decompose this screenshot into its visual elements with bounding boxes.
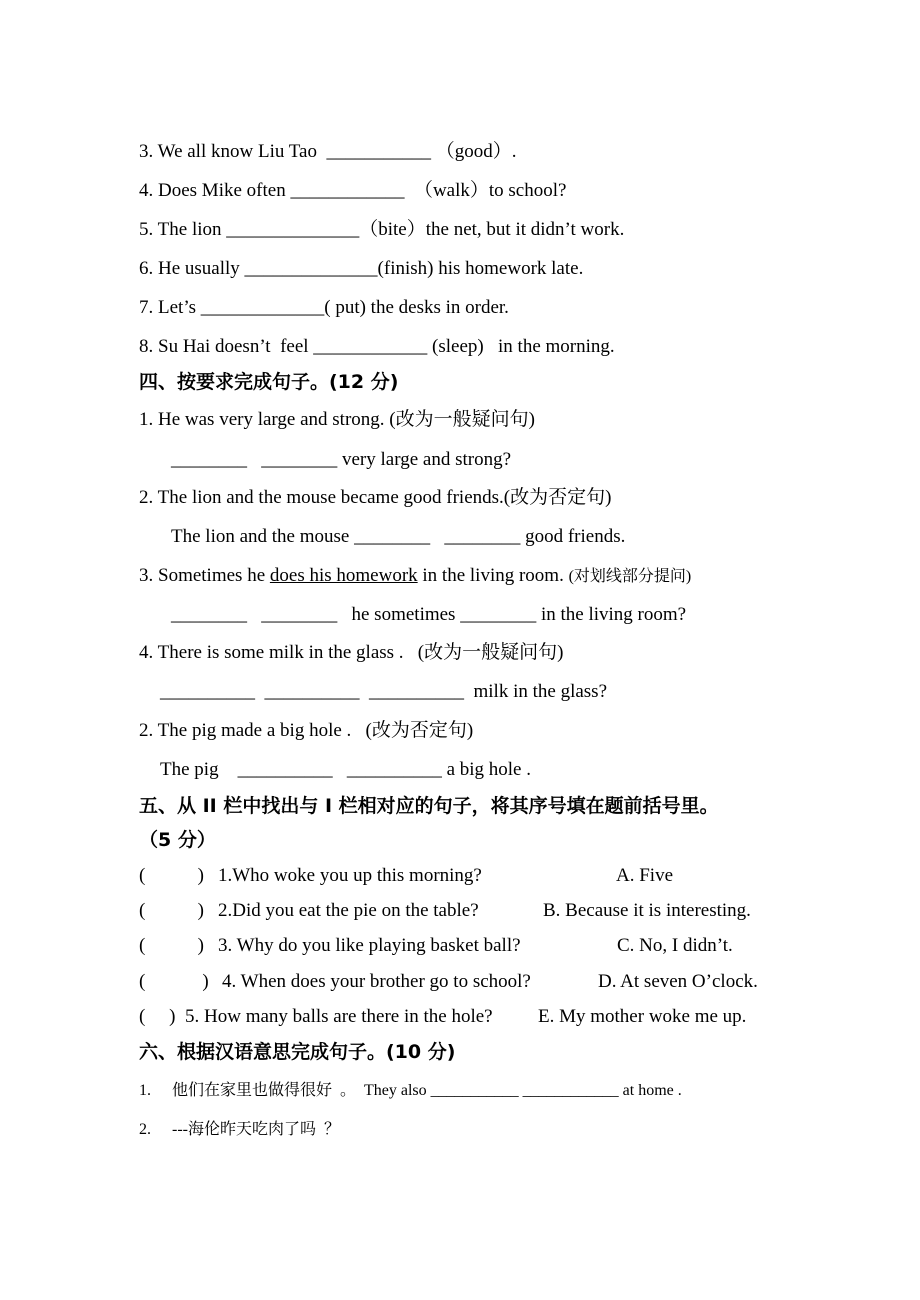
part6-item-text: ---海伦昨天吃肉了吗 ？ — [172, 1121, 340, 1138]
exercise-item-4: 4. Does Mike often ____________ （walk）to school? — [139, 180, 567, 201]
match-bracket: ( ) — [139, 900, 204, 921]
match-bracket: ( ) — [139, 1006, 176, 1027]
section-heading-5-points: （5 分） — [139, 829, 216, 851]
exercise-item-7: 7. Let’s _____________( put) the desks in order. — [139, 297, 509, 318]
match-question: 1.Who woke you up this morning? — [218, 865, 482, 886]
match-question: 5. How many balls are there in the hole? — [185, 1006, 493, 1027]
match-bracket: ( ) — [139, 935, 204, 956]
match-question: 2.Did you eat the pie on the table? — [218, 900, 479, 921]
part4-answer-4: __________ __________ __________ milk in the glass? — [160, 681, 608, 702]
part4-question-5: 2. The pig made a big hole . (改为否定句) — [139, 720, 474, 741]
section-heading-5: 五、从 II 栏中找出与 I 栏相对应的句子，将其序号填在题前括号里。 — [139, 795, 719, 817]
section-heading-4: 四、按要求完成句子。(12 分) — [139, 371, 399, 393]
exercise-item-8: 8. Su Hai doesn’t feel ____________ (sleep) in the morning. — [139, 336, 615, 357]
match-answer: B. Because it is interesting. — [543, 900, 751, 921]
exercise-item-5: 5. The lion ______________（bite）the net, but it didn’t work. — [139, 219, 625, 240]
match-question: 3. Why do you like playing basket ball? — [218, 935, 521, 956]
match-answer: A. Five — [616, 865, 673, 886]
exercise-item-6: 6. He usually ______________(finish) his homework late. — [139, 258, 584, 279]
match-bracket: ( ) — [139, 865, 204, 886]
part4-question-3 — [139, 564, 691, 589]
exercise-item-3: 3. We all know Liu Tao ___________ （good）. — [139, 141, 517, 162]
underlined-phrase: does his homework — [269, 565, 418, 586]
section-heading-6: 六、根据汉语意思完成句子。(10 分) — [139, 1041, 456, 1063]
part6-item-number: 2. — [139, 1121, 151, 1138]
match-bracket: ( ) — [139, 971, 209, 992]
q3-instruction: (对划线部分提问) — [568, 568, 692, 585]
part4-answer-5: The pig __________ __________ a big hole . — [160, 759, 531, 780]
part4-question-4: 4. There is some milk in the glass . (改为一般疑问句) — [139, 642, 564, 663]
part4-answer-2: The lion and the mouse ________ ________ good friends. — [171, 526, 626, 547]
part6-item-text: 他们在家里也做得很好 。 They also ___________ ____________ at home . — [172, 1082, 682, 1099]
part4-question-2: 2. The lion and the mouse became good friends.(改为否定句) — [139, 487, 612, 508]
part4-answer-3: ________ ________ he sometimes ________ in the living room? — [171, 604, 687, 625]
match-answer: E. My mother woke me up. — [538, 1006, 747, 1027]
q3-suffix: in the living room. — [417, 565, 569, 586]
part4-question-1: 1. He was very large and strong. (改为一般疑问句) — [139, 409, 535, 430]
part6-item-number: 1. — [139, 1082, 151, 1099]
part4-answer-1: ________ ________ very large and strong? — [171, 449, 512, 470]
q3-prefix: 3. Sometimes he — [139, 565, 270, 586]
match-answer: C. No, I didn’t. — [617, 935, 733, 956]
match-answer: D. At seven O’clock. — [598, 971, 758, 992]
match-question: 4. When does your brother go to school? — [222, 971, 531, 992]
